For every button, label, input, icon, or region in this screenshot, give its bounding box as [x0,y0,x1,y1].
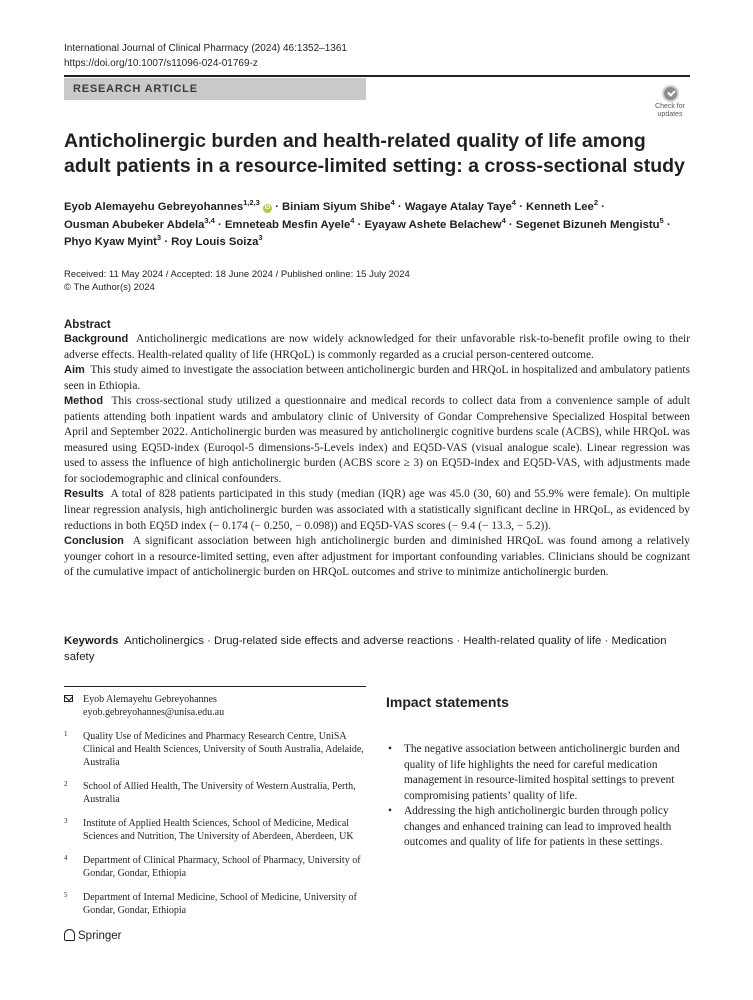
impact-list [386,742,690,851]
abstract-conclusion: Conclusion A significant association between high anticholinergic burden and diminished HRQoL was found among a relatively younger cohort in a resource-limited setting, even after adjustment for important confounding variables. Clinicians should be cognizant of the cumulative impact of anticholinergic burden on HRQoL outcomes and strive to minimize anticholinergic burden. [64,535,690,579]
doi-link[interactable]: https://doi.org/10.1007/s11096-024-01769-z [64,58,258,69]
author: Kenneth Lee$^2$ [526,198,598,213]
author-list: Eyob Alemayehu Gebreyohannes$^{1,2,3}$ iD · Biniam Siyum Shibe$^4$ · Wagaye Atalay Taye$^4$ · Kenneth Lee$^2$ · Ousman Abubeker Abdela$^{3,4}$ · Emneteab Mesfin Ayele$^4$ · Eyayaw Ashete Belachew$^4$ · Segenet Bizuneh Mengistu$^5$ · Phyo Kyaw Myint$^3$ · Roy Louis Soiza$^3$ [64,198,671,248]
publication-dates [64,268,410,294]
author: Eyayaw Ashete Belachew$^4$ [364,215,506,231]
copyright: © The Author(s) 2024 [64,282,155,293]
affiliation: 1 Quality Use of Medicines and Pharmacy Research Centre, UniSA Clinical and Health Sciences, University of South Australia, Adelaide, Australia [64,730,364,768]
correspondence-name: Eyob Alemayehu Gebreyohannes [83,694,217,705]
journal-citation: International Journal of Clinical Pharmacy (2024) 46:1352–1361 [64,43,347,54]
impact-item: • Addressing the high anticholinergic burden through policy changes and enhanced training can lead to improved health outcomes and quality of life for patients in these settings. [386,804,690,851]
correspondence-email[interactable]: eyob.gebreyohannes@unisa.edu.au [83,707,225,718]
abstract-aim: Aim This study aimed to investigate the association between anticholinergic burden and HRQoL in hospitalized and ambulatory patients seen in Ethiopia. [64,364,690,392]
check-for-updates-badge[interactable] [650,85,690,121]
affiliation-footnotes [64,693,364,928]
impact-heading: Impact statements [386,694,509,710]
correspondence [64,693,364,719]
keywords [64,633,690,665]
abstract-heading: Abstract [64,319,111,331]
springer-horse-icon [64,929,75,941]
check-updates-line2: updates [657,111,683,118]
header-rule [64,75,690,77]
article-type: RESEARCH ARTICLE [73,83,198,95]
publisher-logo [64,929,121,943]
author: Emneteab Mesfin Ayele$^4$ [224,215,355,231]
author: Ousman Abubeker Abdela$^{3,4}$ [64,215,215,231]
envelope-icon [64,695,73,702]
check-updates-icon [662,85,679,102]
affiliation: 5 Department of Internal Medicine, School of Medicine, University of Gondar, Gondar, Ethiopia [64,891,357,916]
affiliation: 3 Institute of Applied Health Sciences, School of Medicine, Medical Sciences and Nutrition, The University of Aberdeen, Aberdeen, UK [64,817,354,842]
journal-header [64,41,347,71]
abstract-background: Background Anticholinergic medications are now widely acknowledged for their unfavorable risk-to-benefit profile owing to their adverse effects. Health-related quality of life (HRQoL) is commonly regarded as a crucial person-centered outcome. [64,333,690,361]
keywords-label: Keywords [64,635,119,647]
publisher-name: Springer [78,930,122,942]
author: Biniam Siyum Shibe$^4$ [282,198,395,213]
keywords-text: Anticholinergics · Drug-related side effects and adverse reactions · Health-related quality of life · Medication safety [64,635,667,663]
author: Roy Louis Soiza$^3$ [171,233,263,248]
article-title: Anticholinergic burden and health-related quality of life among adult patients in a resource-limited setting: a cross-sectional study [64,130,685,177]
author: Segenet Bizuneh Mengistu$^5$ [515,215,664,231]
author: Wagaye Atalay Taye$^4$ [404,198,516,213]
affiliation: 2 School of Allied Health, The University of Western Australia, Perth, Australia [64,780,356,805]
author: Eyob Alemayehu Gebreyohannes$^{1,2,3}$ [64,198,260,213]
abstract-method: Method This cross-sectional study utilized a questionnaire and medical records to collect data from a convenience sample of adult patients attending both inpatient wards and ambulatory clinic of University of Gondar Comprehensive Specialized Hospital between April and September 2022. Anticholinergic burden was measured by anticholinergic cognitive burdens scale (ACBS), while HRQoL was measured using EQ5D-index (Euroqol-5 dimensions-5-Levels index) and EQ5D-VAS (visual analogue scale). Linear regression was used to assess the influence of high anticholinergic burden (ACBS score ≥ 3) on EQ5D-index and EQ5D-VAS, with adjustments made for sociodemographic and clinical confounders. [64,395,690,485]
abstract-results: Results A total of 828 patients participated in this study (median (IQR) age was 45.0 (30, 60) and 55.9% were female). On multiple linear regression analysis, high anticholinergic burden was associated with a statistically significant decline in HRQoL, as evidenced by reductions in both EQ5D index (− 0.174 (− 0.250, − 0.098)) and EQ5D-VAS scores (− 9.4 (− 13.3, − 5.2)). [64,488,690,532]
check-updates-line1: Check for [655,103,685,110]
impact-item: • The negative association between anticholinergic burden and quality of life highlights the need for careful medication management in resource-limited hospital settings to prevent compromising patients’ quality of life. [386,742,690,804]
abstract [64,318,690,581]
footnote-rule [64,686,366,687]
history-dates: Received: 11 May 2024 / Accepted: 18 June 2024 / Published online: 15 July 2024 [64,269,410,280]
article-type-band [64,78,366,100]
author: Phyo Kyaw Myint$^3$ [64,233,162,248]
orcid-icon[interactable]: iD [264,205,271,211]
affiliation: 4 Department of Clinical Pharmacy, School of Pharmacy, University of Gondar, Gondar, Ethiopia [64,854,361,879]
